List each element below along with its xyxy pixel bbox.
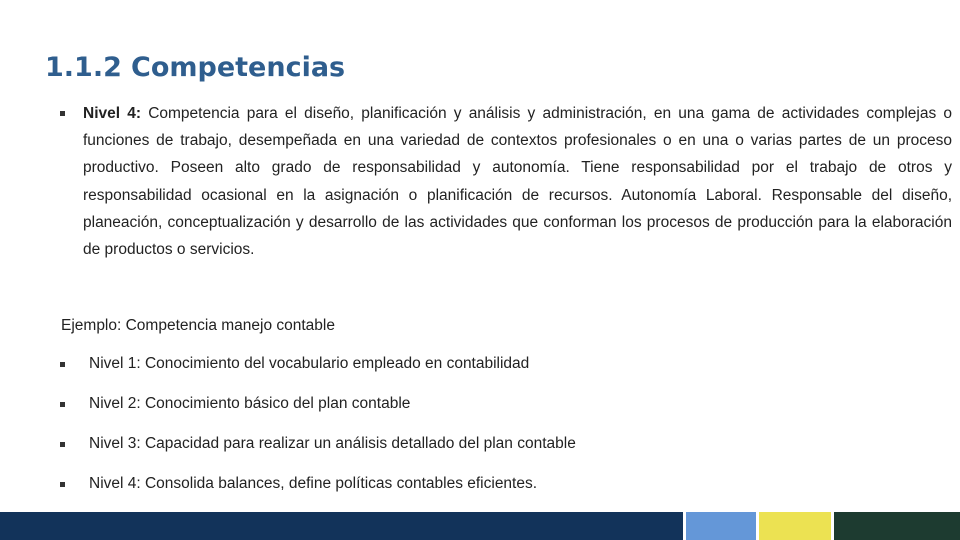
slide-title <box>45 48 345 88</box>
list-item-level-4 <box>45 471 576 511</box>
nivel4-description <box>45 100 952 263</box>
nivel4-text: Competencia para el diseño, planificación y análisis y administración, en una gama de actividades complejas o funciones de trabajo, desempeñada en una variedad de contextos profesionales o en una o varias partes de un proceso productivo. Poseen alto grado de responsabilidad y autonomía. Tiene responsabilidad por el trabajo de otros y responsabilidad ocasional en la asignación o planificación de recursos. Autonomía Laboral. Responsable del diseño, planeación, conceptualización y desarrollo de las actividades que conforman los procesos de producción para la elaboración de productos o servicios. <box>83 105 953 259</box>
footer-green-segment <box>834 512 960 540</box>
level-text: Nivel 3: Capacidad para realizar un análisis detallado del plan contable <box>89 435 576 452</box>
levels-list <box>45 351 576 511</box>
nivel4-lead: Nivel 4: <box>83 105 142 122</box>
square-bullet-icon <box>60 362 65 367</box>
example-heading: Ejemplo: Competencia manejo contable <box>61 317 335 334</box>
list-item-level-2 <box>45 391 576 431</box>
level-text: Nivel 2: Conocimiento básico del plan contable <box>89 395 411 412</box>
level-text: Nivel 4: Consolida balances, define políticas contables eficientes. <box>89 475 538 492</box>
square-bullet-icon <box>60 111 65 116</box>
level-text: Nivel 1: Conocimiento del vocabulario empleado en contabilidad <box>89 355 530 372</box>
footer-navy-segment <box>0 512 683 540</box>
square-bullet-icon <box>60 482 65 487</box>
section-number: 1.1.2 <box>45 52 122 83</box>
main-content <box>45 100 952 263</box>
square-bullet-icon <box>60 442 65 447</box>
list-item-level-1 <box>45 351 576 391</box>
footer-yellow-segment <box>759 512 831 540</box>
footer-blue-segment <box>686 512 756 540</box>
list-item-level-3 <box>45 431 576 471</box>
footer-color-bar <box>0 512 960 540</box>
square-bullet-icon <box>60 402 65 407</box>
section-title: Competencias <box>131 52 346 83</box>
